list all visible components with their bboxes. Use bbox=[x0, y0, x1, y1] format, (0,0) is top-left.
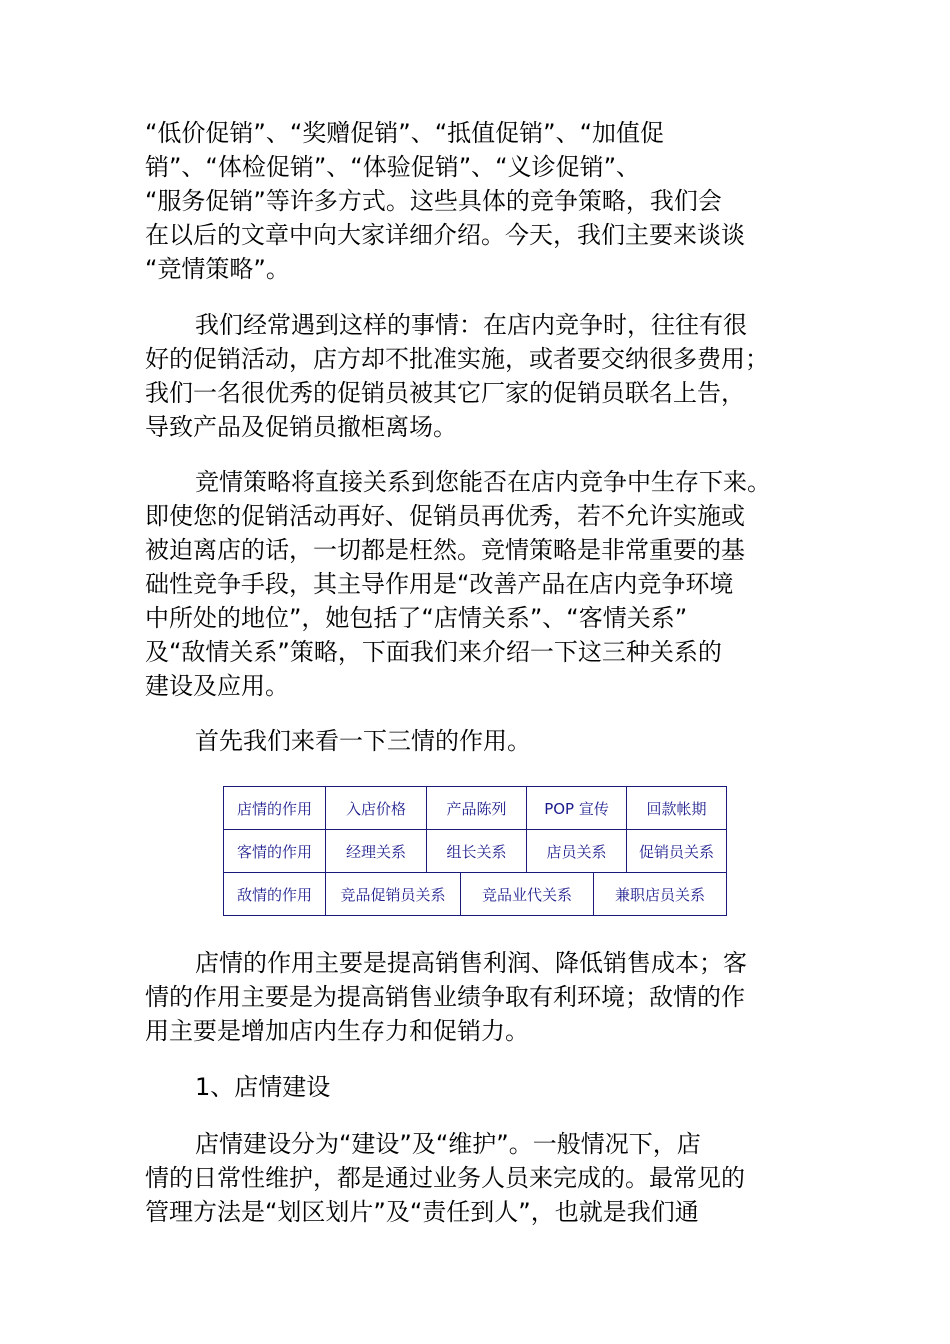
text-line: 首先我们来看一下三情的作用。 bbox=[195, 727, 531, 755]
text-line: 店情的作用主要是提高销售利润、降低销售成本；客 bbox=[195, 949, 747, 977]
table-row bbox=[224, 830, 727, 873]
text-line: 我们一名很优秀的促销员被其它厂家的促销员联名上告， bbox=[145, 379, 745, 407]
text-line: 竞情策略将直接关系到您能否在店内竞争中生存下来。 bbox=[195, 468, 771, 496]
table-cell: 竞品业代关系 bbox=[461, 873, 594, 916]
text-line: 情的作用主要是为提高销售业绩争取有利环境；敌情的作 bbox=[145, 983, 745, 1011]
text-line: 被迫离店的话，一切都是枉然。竞情策略是非常重要的基 bbox=[145, 536, 745, 564]
table-cell: 兼职店员关系 bbox=[594, 873, 727, 916]
table-cell: 敌情的作用 bbox=[224, 873, 326, 916]
table-row bbox=[224, 873, 727, 916]
text-line: 1、店情建设 bbox=[195, 1073, 331, 1101]
table-cell: 促销员关系 bbox=[627, 830, 727, 873]
paragraph-strategy-importance bbox=[145, 465, 795, 703]
text-line: 础性竞争手段，其主导作用是“改善产品在店内竞争环境 bbox=[145, 570, 734, 598]
paragraph-store-building bbox=[145, 1127, 795, 1229]
text-line: 好的促销活动，店方却不批准实施，或者要交纳很多费用； bbox=[145, 345, 769, 373]
table-row bbox=[224, 787, 727, 830]
text-line: “服务促销”等许多方式。这些具体的竞争策略，我们会 bbox=[145, 187, 722, 215]
text-line: 管理方法是“划区划片”及“责任到人”，也就是我们通 bbox=[145, 1198, 699, 1226]
relations-table bbox=[223, 786, 727, 916]
paragraph-intro-table bbox=[145, 724, 795, 758]
paragraph-common-situation bbox=[145, 308, 795, 444]
table-cell: 客情的作用 bbox=[224, 830, 326, 873]
table-cell: POP 宣传 bbox=[527, 787, 627, 830]
text-line: “竞情策略”。 bbox=[145, 255, 290, 283]
text-line: 建设及应用。 bbox=[145, 672, 289, 700]
table-cell: 店员关系 bbox=[527, 830, 627, 873]
table-cell: 经理关系 bbox=[326, 830, 427, 873]
table-cell: 入店价格 bbox=[326, 787, 427, 830]
paragraph-promotion-types bbox=[145, 116, 795, 286]
text-line: 在以后的文章中向大家详细介绍。今天，我们主要来谈谈 bbox=[145, 221, 745, 249]
text-line: 我们经常遇到这样的事情：在店内竞争时，往往有很 bbox=[195, 311, 747, 339]
table-cell: 产品陈列 bbox=[427, 787, 527, 830]
text-line: 即使您的促销活动再好、促销员再优秀，若不允许实施或 bbox=[145, 502, 745, 530]
text-line: 中所处的地位”，她包括了“店情关系”、“客情关系” bbox=[145, 604, 688, 632]
text-line: 导致产品及促销员撤柜离场。 bbox=[145, 413, 457, 441]
text-line: 及“敌情关系”策略，下面我们来介绍一下这三种关系的 bbox=[145, 638, 722, 666]
text-line: 销”、“体检促销”、“体验促销”、“义诊促销”、 bbox=[145, 153, 641, 181]
text-line: “低价促销”、“奖赠促销”、“抵值促销”、“加值促 bbox=[145, 119, 665, 147]
table-cell: 店情的作用 bbox=[224, 787, 326, 830]
text-line: 店情建设分为“建设”及“维护”。一般情况下，店 bbox=[195, 1130, 701, 1158]
table-cell: 竞品促销员关系 bbox=[326, 873, 461, 916]
table-cell: 回款帐期 bbox=[627, 787, 727, 830]
text-line: 情的日常性维护，都是通过业务人员来完成的。最常见的 bbox=[145, 1164, 745, 1192]
table-cell: 组长关系 bbox=[427, 830, 527, 873]
section-heading-store-relations bbox=[145, 1070, 795, 1104]
paragraph-three-roles bbox=[145, 946, 795, 1048]
text-line: 用主要是增加店内生存力和促销力。 bbox=[145, 1017, 529, 1045]
